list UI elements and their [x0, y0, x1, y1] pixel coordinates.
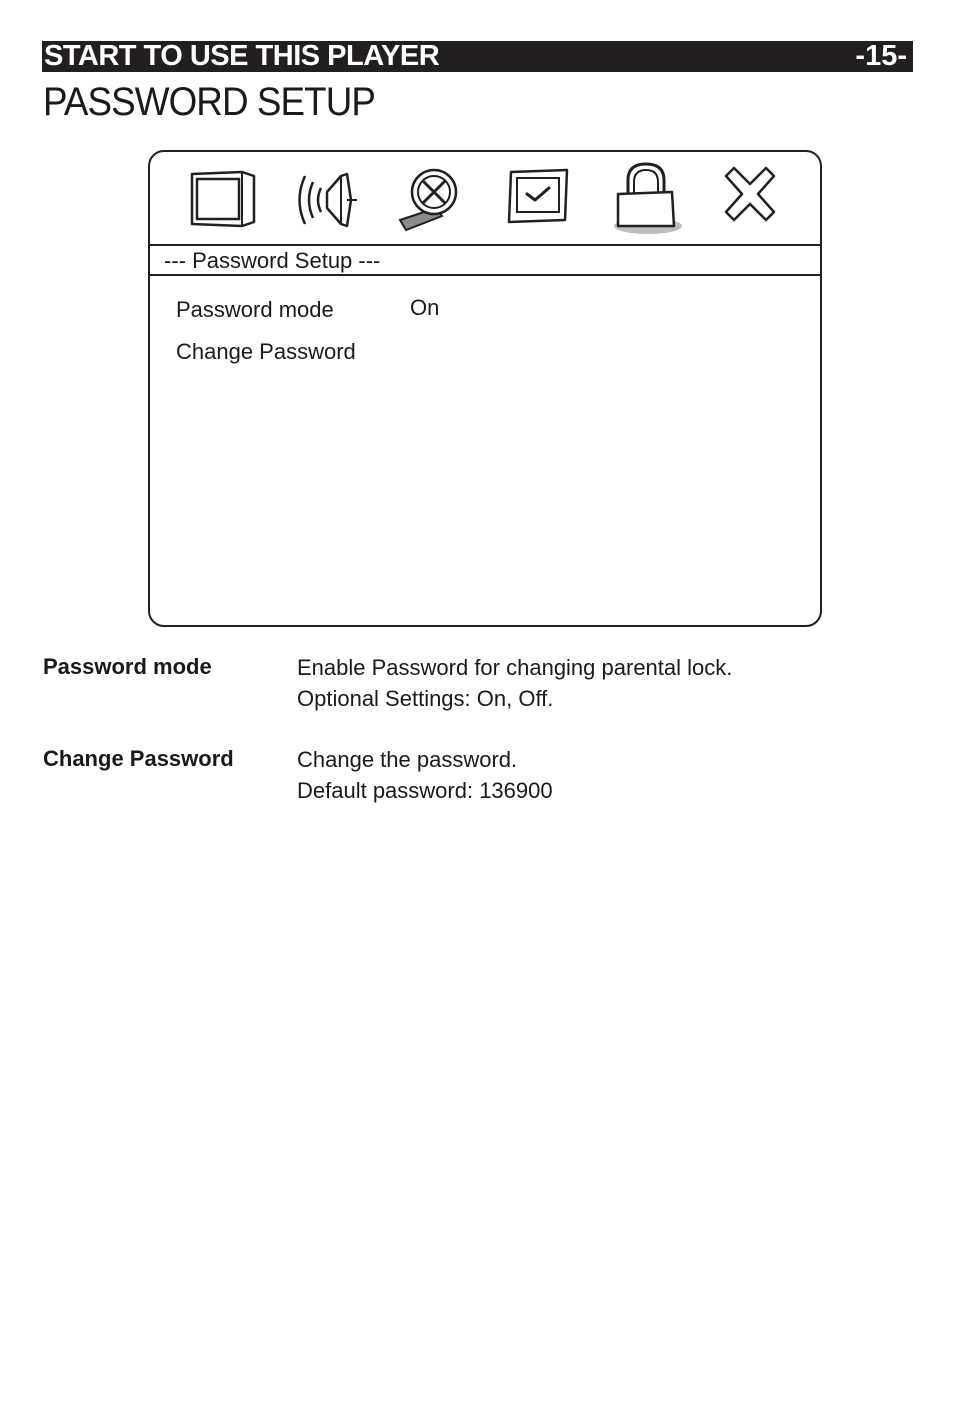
- menu-item-password-mode[interactable]: Password mode: [176, 297, 334, 322]
- menu-value-password-mode[interactable]: On: [410, 295, 440, 320]
- osd-subtitle: --- Password Setup ---: [164, 248, 381, 273]
- menu-item-change-password[interactable]: Change Password: [176, 339, 356, 364]
- disc-icon[interactable]: [396, 166, 468, 237]
- page-title: PASSWORD SETUP: [43, 80, 376, 124]
- osd-subtitle-bar: [148, 244, 822, 276]
- header-bar: [42, 41, 913, 72]
- tv-screen-icon[interactable]: [188, 166, 258, 233]
- section-title: START TO USE THIS PLAYER: [44, 40, 440, 72]
- page-number: -15-: [855, 40, 907, 72]
- lock-icon[interactable]: [610, 160, 686, 241]
- description-line: Default password: 136900: [297, 778, 553, 803]
- term-change-password: Change Password: [43, 746, 234, 771]
- description-line: Enable Password for changing parental lock.: [297, 655, 733, 680]
- osd-menu-screen: [148, 150, 822, 627]
- speaker-icon[interactable]: [291, 166, 363, 237]
- description-line: Optional Settings: On, Off.: [297, 686, 554, 711]
- checkbox-icon[interactable]: [505, 166, 573, 231]
- close-icon[interactable]: [722, 166, 778, 229]
- description-line: Change the password.: [297, 747, 518, 772]
- term-password-mode: Password mode: [43, 654, 212, 679]
- osd-icon-bar: [150, 152, 820, 245]
